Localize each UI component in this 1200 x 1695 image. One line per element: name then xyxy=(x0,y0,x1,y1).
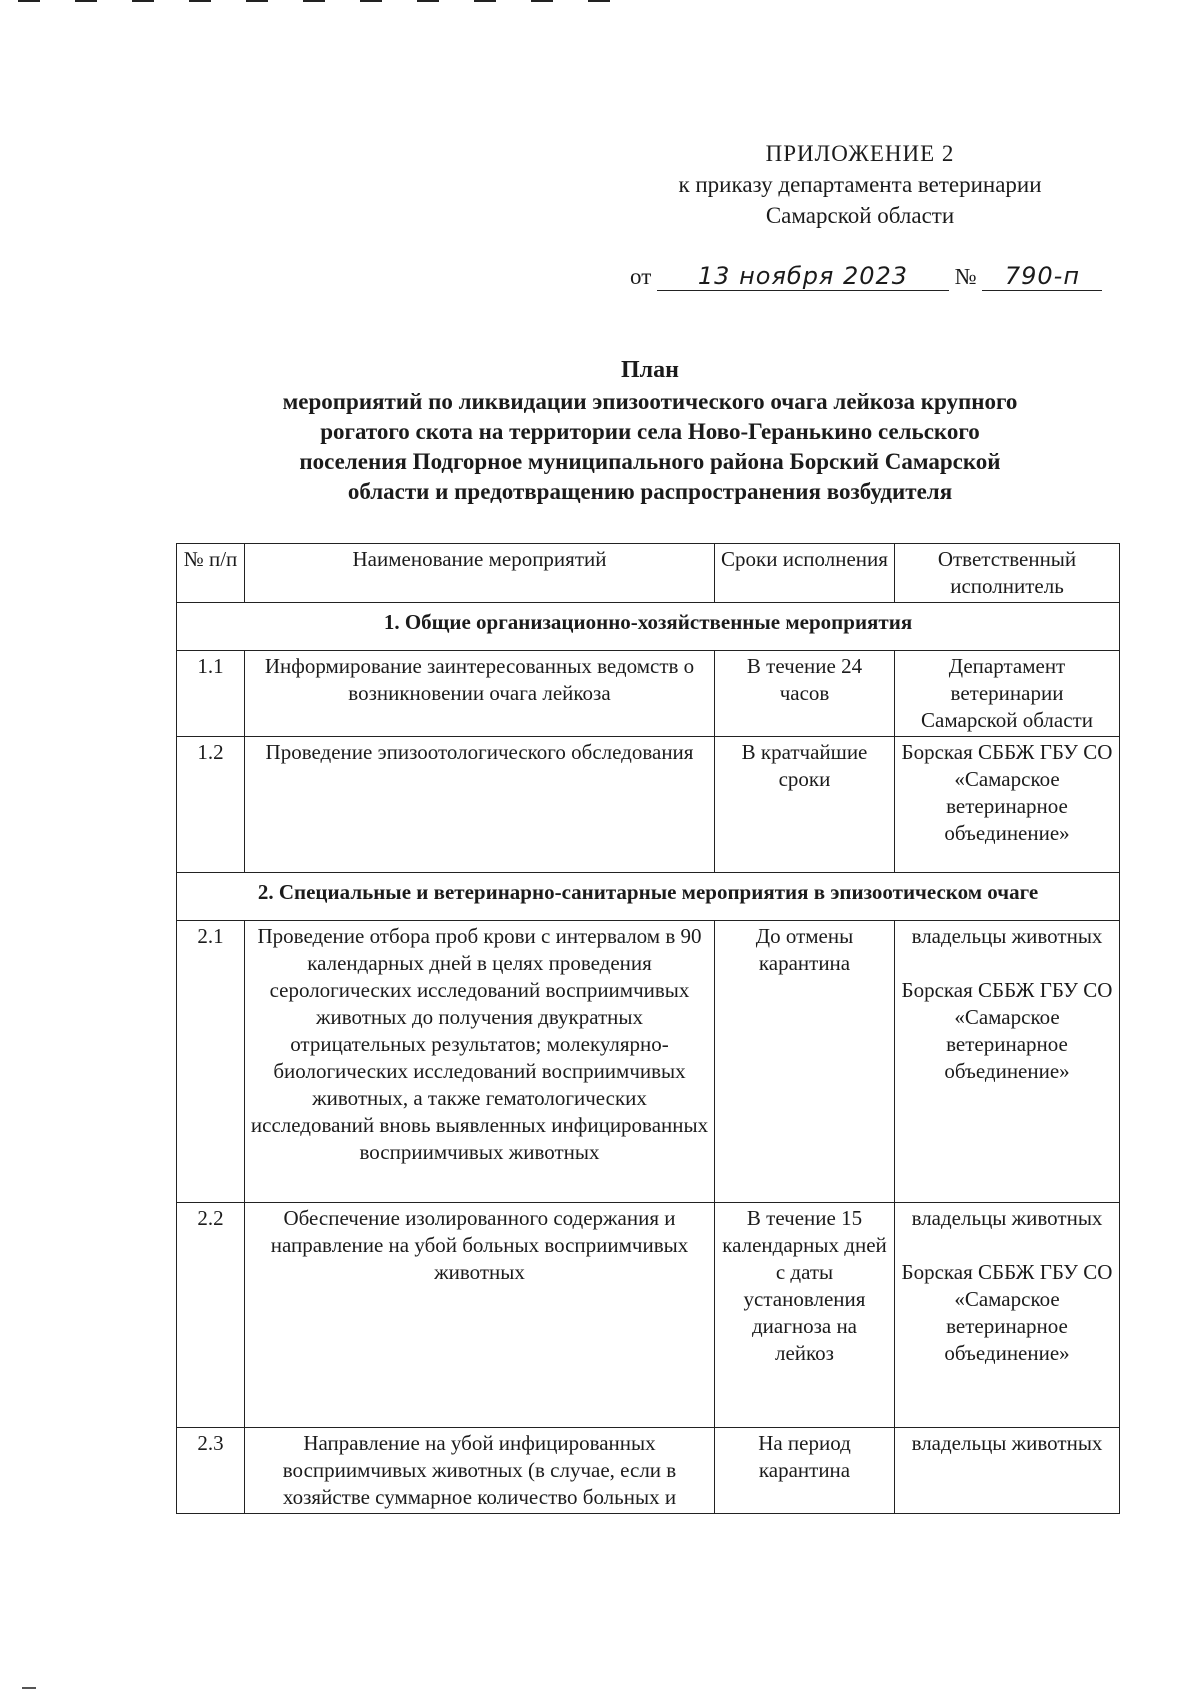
responsible-primary: Департамент ветеринарии Самарской области xyxy=(921,654,1093,732)
scan-dash-border xyxy=(18,0,678,4)
plan-line-3: поселения Подгорное муниципального района Борский Самарской xyxy=(299,449,1001,474)
table-row xyxy=(177,1203,1120,1428)
table-row xyxy=(177,921,1120,1203)
row-terms: В течение 15 календарных дней с даты установления диагноза на лейкоз xyxy=(715,1203,895,1428)
row-responsible xyxy=(895,1428,1120,1514)
handwritten-date: 13 ноября 2023 xyxy=(657,262,949,291)
section-1-title: 1. Общие организационно-хозяйственные мероприятия xyxy=(177,603,1120,651)
header-num: № п/п xyxy=(177,544,245,603)
plan-word: План xyxy=(621,357,679,383)
row-terms: В течение 24 часов xyxy=(715,651,895,737)
plan-table xyxy=(176,543,1120,1514)
appendix-line-1: к приказу департамента ветеринарии xyxy=(678,172,1042,197)
row-responsible xyxy=(895,921,1120,1203)
appendix-block xyxy=(600,138,1120,231)
handwritten-number: 790-п xyxy=(982,262,1102,291)
row-name: Направление на убой инфицированных восприимчивых животных (в случае, если в хозяйстве суммарное количество больных и xyxy=(245,1428,715,1514)
appendix-line-2: Самарской области xyxy=(765,203,955,228)
plan-line-2: рогатого скота на территории села Ново-Геранькино сельского xyxy=(320,419,980,444)
responsible-secondary: Борская СББЖ ГБУ СО «Самарское ветеринарное объединение» xyxy=(901,978,1113,1083)
plan-heading xyxy=(170,355,1130,507)
responsible-secondary: Борская СББЖ ГБУ СО «Самарское ветеринарное объединение» xyxy=(901,1260,1113,1365)
row-name: Проведение эпизоотологического обследования xyxy=(245,737,715,873)
section-2-title: 2. Специальные и ветеринарно-санитарные мероприятия в эпизоотическом очаге xyxy=(177,873,1120,921)
plan-line-4: области и предотвращению распространения возбудителя xyxy=(347,479,953,504)
order-reference xyxy=(630,262,1102,291)
row-num: 1.2 xyxy=(177,737,245,873)
row-responsible xyxy=(895,651,1120,737)
plan-line-1: мероприятий по ликвидации эпизоотического очага лейкоза крупного xyxy=(282,389,1018,414)
header-name: Наименование мероприятий xyxy=(245,544,715,603)
row-name: Обеспечение изолированного содержания и направление на убой больных восприимчивых животных xyxy=(245,1203,715,1428)
row-name: Информирование заинтересованных ведомств о возникновении очага лейкоза xyxy=(245,651,715,737)
table-row xyxy=(177,1428,1120,1514)
from-label: от xyxy=(630,264,652,289)
row-num: 2.2 xyxy=(177,1203,245,1428)
header-responsible: Ответственный исполнитель xyxy=(895,544,1120,603)
table-row xyxy=(177,651,1120,737)
responsible-primary: владельцы животных xyxy=(911,1206,1103,1230)
header-terms: Сроки исполнения xyxy=(715,544,895,603)
row-terms: На период карантина xyxy=(715,1428,895,1514)
number-label: № xyxy=(954,264,977,289)
row-num: 2.3 xyxy=(177,1428,245,1514)
table-header-row xyxy=(177,544,1120,603)
responsible-primary: владельцы животных xyxy=(911,924,1103,948)
row-num: 1.1 xyxy=(177,651,245,737)
row-num: 2.1 xyxy=(177,921,245,1203)
responsible-primary: Борская СББЖ ГБУ СО «Самарское ветеринарное объединение» xyxy=(901,740,1113,845)
row-responsible xyxy=(895,1203,1120,1428)
section-row xyxy=(177,603,1120,651)
row-responsible xyxy=(895,737,1120,873)
table-row xyxy=(177,737,1120,873)
scan-artifact-mark xyxy=(22,1687,36,1689)
responsible-primary: владельцы животных xyxy=(911,1431,1103,1455)
row-terms: До отмены карантина xyxy=(715,921,895,1203)
row-terms: В кратчайшие сроки xyxy=(715,737,895,873)
appendix-title: ПРИЛОЖЕНИЕ 2 xyxy=(765,141,955,166)
row-name: Проведение отбора проб крови с интервалом в 90 календарных дней в целях проведения серологических исследований восприимчивых животных до получения двукратных отрицательных результатов; молекулярно-биологических исследований восприимчивых животных, а также гематологических исследований вновь выявленных инфицированных восприимчивых животных xyxy=(245,921,715,1203)
section-row xyxy=(177,873,1120,921)
